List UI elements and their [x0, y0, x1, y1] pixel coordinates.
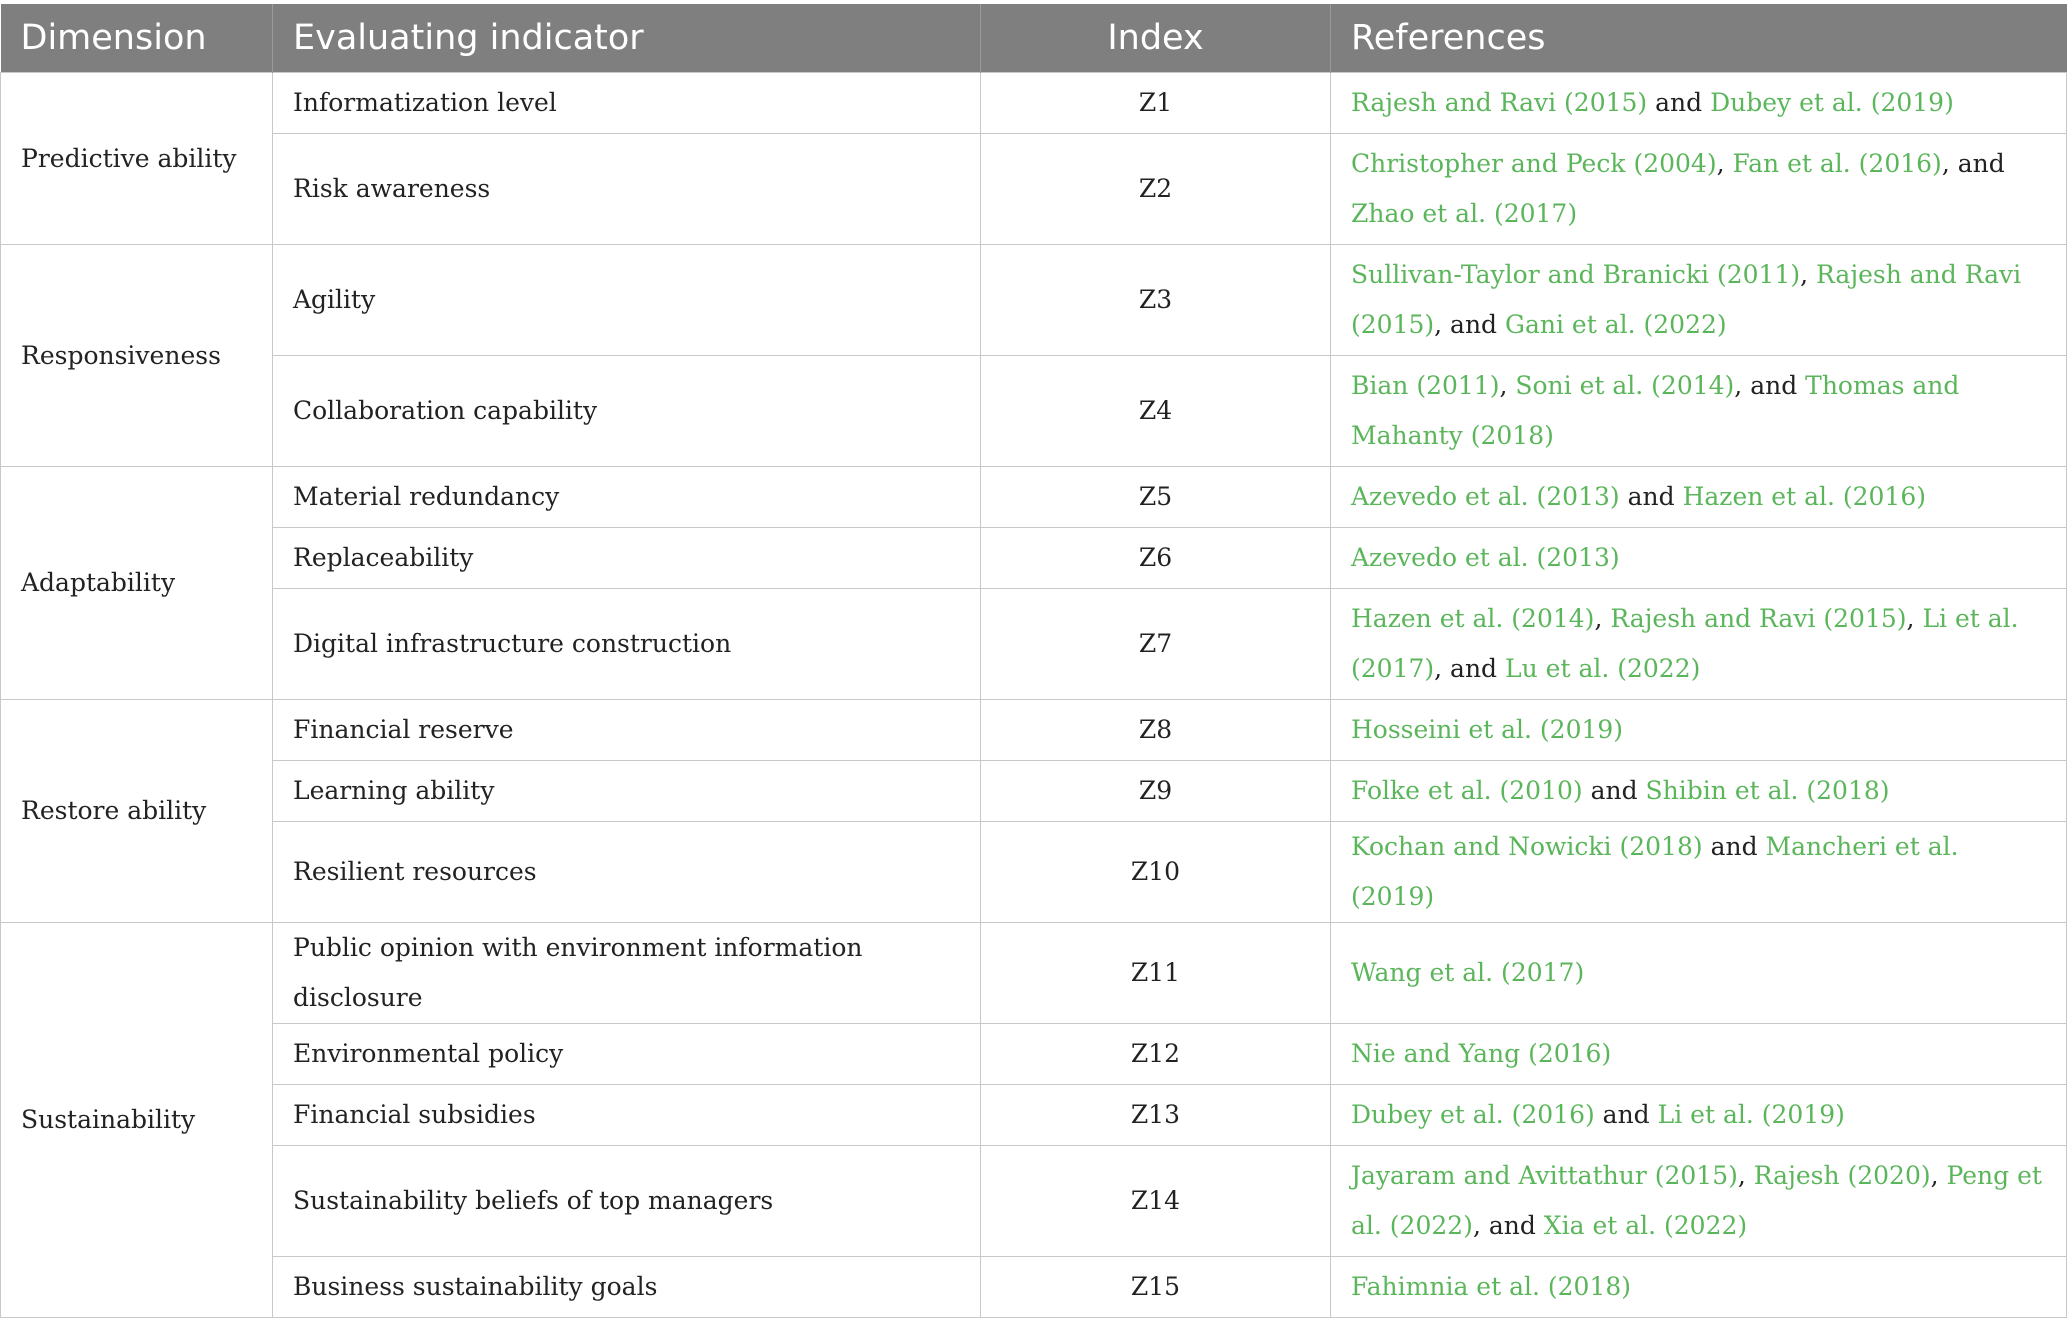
header-references: References	[1331, 4, 2067, 73]
table-row	[1, 923, 2067, 1024]
references-cell	[1331, 923, 2067, 1024]
citation-link[interactable]: Bian (2011)	[1351, 371, 1500, 400]
citation-link[interactable]: Christopher and Peck (2004)	[1351, 149, 1717, 178]
index-cell: Z5	[981, 467, 1331, 528]
citation-connector: ,	[1716, 149, 1733, 178]
indicator-cell: Learning ability	[273, 761, 981, 822]
citation-connector: , and	[1941, 149, 2005, 178]
citation-connector: ,	[1800, 260, 1817, 289]
citation-connector: and	[1594, 1100, 1658, 1129]
table-row	[1, 245, 2067, 356]
table-row	[1, 356, 2067, 467]
citation-link[interactable]: Dubey et al. (2016)	[1351, 1100, 1595, 1129]
table-row	[1, 1146, 2067, 1257]
citation-connector: and	[1619, 482, 1683, 511]
table-row	[1, 467, 2067, 528]
citation-connector: and	[1647, 88, 1711, 117]
references-cell	[1331, 528, 2067, 589]
references-cell	[1331, 1085, 2067, 1146]
table-row	[1, 822, 2067, 923]
citation-connector: ,	[1930, 1161, 1947, 1190]
references-cell	[1331, 589, 2067, 700]
citation-link[interactable]: Rajesh (2020)	[1753, 1161, 1931, 1190]
citation-link[interactable]: Rajesh and Ravi (2015)	[1351, 88, 1648, 117]
references-cell	[1331, 73, 2067, 134]
citation-link[interactable]: Hosseini et al. (2019)	[1351, 715, 1624, 744]
citation-link[interactable]: Soni et al. (2014)	[1515, 371, 1735, 400]
citation-connector: ,	[1499, 371, 1516, 400]
citation-link[interactable]: Sullivan-Taylor and Branicki (2011)	[1351, 260, 1801, 289]
citation-link[interactable]: Shibin et al. (2018)	[1645, 776, 1890, 805]
dimension-cell: Predictive ability	[1, 73, 273, 245]
citation-link[interactable]: Thomas and Mahanty (2018)	[1351, 371, 1960, 450]
citation-connector: , and	[1434, 654, 1505, 683]
citation-connector: ,	[1906, 604, 1923, 633]
citation-connector: ,	[1737, 1161, 1754, 1190]
header-index: Index	[981, 4, 1331, 73]
table-row	[1, 528, 2067, 589]
citation-link[interactable]: Hazen et al. (2016)	[1682, 482, 1926, 511]
indicator-cell: Resilient resources	[273, 822, 981, 923]
index-cell: Z9	[981, 761, 1331, 822]
index-cell: Z4	[981, 356, 1331, 467]
index-cell: Z7	[981, 589, 1331, 700]
index-cell: Z10	[981, 822, 1331, 923]
index-cell: Z13	[981, 1085, 1331, 1146]
references-cell	[1331, 700, 2067, 761]
citation-connector: ,	[1594, 604, 1611, 633]
indicator-cell: Business sustainability goals	[273, 1257, 981, 1318]
index-cell: Z8	[981, 700, 1331, 761]
citation-link[interactable]: Azevedo et al. (2013)	[1351, 543, 1620, 572]
citation-connector: and	[1702, 832, 1766, 861]
index-cell: Z14	[981, 1146, 1331, 1257]
index-cell: Z3	[981, 245, 1331, 356]
citation-link[interactable]: Jayaram and Avittathur (2015)	[1351, 1161, 1738, 1190]
indicator-cell: Agility	[273, 245, 981, 356]
table-row	[1, 1085, 2067, 1146]
table-row	[1, 1024, 2067, 1085]
table-row	[1, 589, 2067, 700]
indicator-cell: Sustainability beliefs of top managers	[273, 1146, 981, 1257]
dimension-cell: Adaptability	[1, 467, 273, 700]
citation-link[interactable]: Xia et al. (2022)	[1543, 1211, 1748, 1240]
citation-link[interactable]: Wang et al. (2017)	[1351, 958, 1585, 987]
citation-link[interactable]: Li et al. (2019)	[1657, 1100, 1845, 1129]
header-row	[1, 4, 2067, 73]
index-cell: Z12	[981, 1024, 1331, 1085]
indicator-cell: Public opinion with environment information disclosure	[273, 923, 981, 1024]
references-cell	[1331, 1146, 2067, 1257]
references-cell	[1331, 356, 2067, 467]
table-row	[1, 761, 2067, 822]
table-row	[1, 134, 2067, 245]
references-cell	[1331, 467, 2067, 528]
indicator-cell: Material redundancy	[273, 467, 981, 528]
header-indicator: Evaluating indicator	[273, 4, 981, 73]
indicator-cell: Collaboration capability	[273, 356, 981, 467]
indicator-cell: Digital infrastructure construction	[273, 589, 981, 700]
dimension-cell: Responsiveness	[1, 245, 273, 467]
citation-link[interactable]: Gani et al. (2022)	[1505, 310, 1727, 339]
citation-connector: , and	[1472, 1211, 1544, 1240]
citation-link[interactable]: Fahimnia et al. (2018)	[1351, 1272, 1632, 1301]
indicator-cell: Risk awareness	[273, 134, 981, 245]
citation-link[interactable]: Li et al. (2017)	[1351, 604, 2019, 683]
table-row	[1, 1257, 2067, 1318]
index-cell: Z6	[981, 528, 1331, 589]
citation-link[interactable]: Rajesh and Ravi (2015)	[1351, 260, 2022, 339]
index-cell: Z11	[981, 923, 1331, 1024]
table-row	[1, 73, 2067, 134]
citation-link[interactable]: Kochan and Nowicki (2018)	[1351, 832, 1703, 861]
references-cell	[1331, 761, 2067, 822]
references-cell	[1331, 1024, 2067, 1085]
indicator-cell: Financial subsidies	[273, 1085, 981, 1146]
citation-link[interactable]: Folke et al. (2010)	[1351, 776, 1583, 805]
citation-link[interactable]: Zhao et al. (2017)	[1351, 199, 1578, 228]
citation-link[interactable]: Dubey et al. (2019)	[1710, 88, 1954, 117]
indicator-cell: Financial reserve	[273, 700, 981, 761]
dimension-cell: Restore ability	[1, 700, 273, 923]
citation-link[interactable]: Azevedo et al. (2013)	[1351, 482, 1620, 511]
citation-link[interactable]: Hazen et al. (2014)	[1351, 604, 1595, 633]
indicator-table	[0, 4, 2067, 1318]
table-row	[1, 700, 2067, 761]
citation-connector: and	[1582, 776, 1646, 805]
citation-link[interactable]: Peng et al. (2022)	[1351, 1161, 2042, 1240]
index-cell: Z15	[981, 1257, 1331, 1318]
references-cell	[1331, 822, 2067, 923]
citation-link[interactable]: Lu et al. (2022)	[1505, 654, 1701, 683]
citation-link[interactable]: Mancheri et al. (2019)	[1351, 832, 1959, 911]
index-cell: Z2	[981, 134, 1331, 245]
citation-link[interactable]: Fan et al. (2016)	[1732, 149, 1942, 178]
index-cell: Z1	[981, 73, 1331, 134]
dimension-cell: Sustainability	[1, 923, 273, 1318]
indicator-cell: Replaceability	[273, 528, 981, 589]
references-cell	[1331, 134, 2067, 245]
references-cell	[1331, 245, 2067, 356]
indicator-cell: Informatization level	[273, 73, 981, 134]
indicator-cell: Environmental policy	[273, 1024, 981, 1085]
citation-link[interactable]: Rajesh and Ravi (2015)	[1610, 604, 1907, 633]
citation-connector: , and	[1734, 371, 1806, 400]
header-dimension: Dimension	[1, 4, 273, 73]
citation-connector: , and	[1434, 310, 1505, 339]
citation-link[interactable]: Nie and Yang (2016)	[1351, 1039, 1612, 1068]
references-cell	[1331, 1257, 2067, 1318]
